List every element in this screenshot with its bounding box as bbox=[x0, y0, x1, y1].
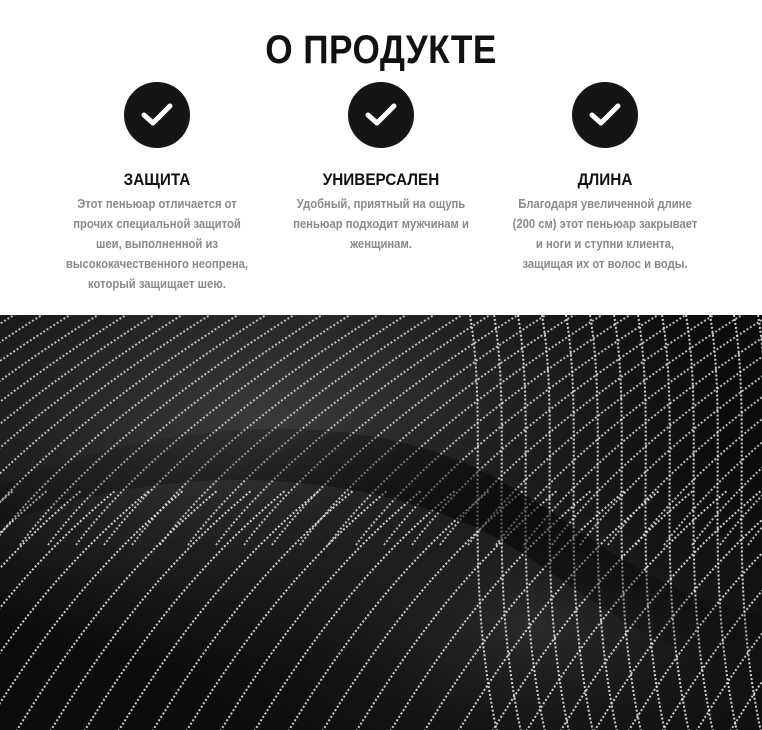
feature-description: Удобный, приятный на ощупь пеньюар подходит мужчинам и женщинам. bbox=[293, 197, 469, 251]
checkmark-icon bbox=[124, 82, 190, 148]
feature-heading: ДЛИНА bbox=[577, 170, 633, 189]
fabric-photo bbox=[0, 315, 762, 730]
checkmark-icon bbox=[348, 82, 414, 148]
feature-universal bbox=[269, 82, 493, 254]
feature-protection bbox=[45, 82, 269, 294]
feature-heading: ЗАЩИТА bbox=[123, 170, 191, 189]
checkmark-icon bbox=[572, 82, 638, 148]
feature-description: Благодаря увеличенной длине (200 см) этот пеньюар закрывает и ноги и ступни клиента, защищая их от волос и воды. bbox=[512, 197, 698, 271]
page-title: О ПРОДУКТЕ bbox=[265, 27, 497, 72]
pinstripe-fabric-image bbox=[0, 315, 762, 730]
feature-description: Этот пеньюар отличается от прочих специальной защитой шеи, выполненной из высококачественного неопрена, который защищает шею. bbox=[65, 197, 249, 291]
feature-heading: УНИВЕРСАЛЕН bbox=[322, 170, 440, 189]
features-section bbox=[0, 82, 762, 312]
feature-length bbox=[493, 82, 717, 274]
